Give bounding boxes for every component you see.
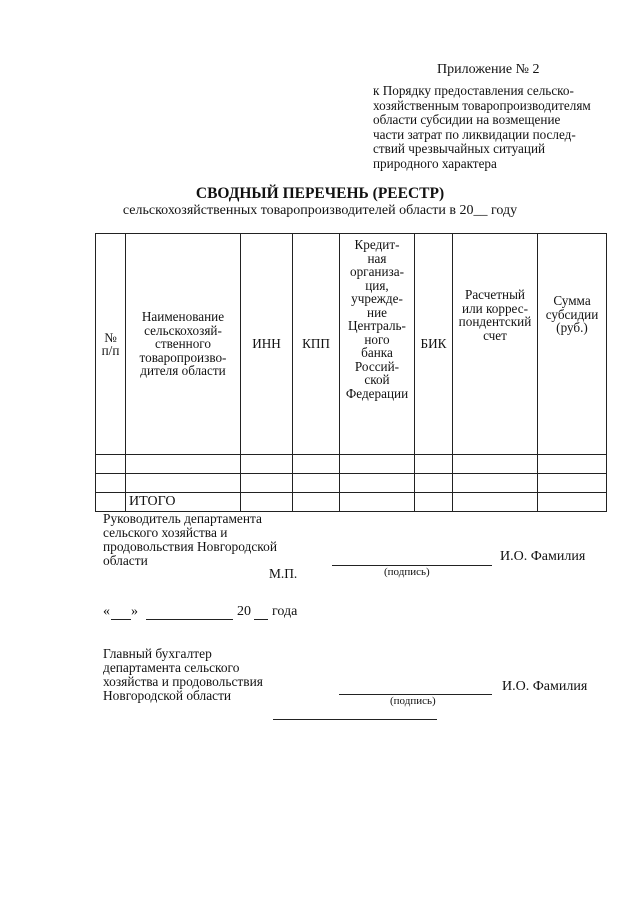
appendix-line: части затрат по ликвидации послед- bbox=[373, 126, 576, 142]
table-total-row bbox=[96, 493, 607, 512]
date-year-suffix: года bbox=[272, 604, 298, 619]
appendix-line: области субсидии на возмещение bbox=[373, 112, 561, 127]
column-header-subsidy: Сумма субсидии (руб.) bbox=[538, 234, 607, 455]
date-day-line bbox=[111, 619, 131, 620]
column-header-kpp: КПП bbox=[293, 234, 340, 455]
accountant-signature-caption: (подпись) bbox=[390, 695, 436, 707]
date-open-quote: « bbox=[103, 604, 110, 619]
total-label: ИТОГО bbox=[126, 493, 241, 512]
appendix-line: природного характера bbox=[373, 155, 497, 171]
column-header-bik: БИК bbox=[415, 234, 453, 455]
table-row bbox=[96, 455, 607, 474]
head-name: И.О. Фамилия bbox=[500, 549, 586, 564]
document-title: СВОДНЫЙ ПЕРЕЧЕНЬ (РЕЕСТР) bbox=[195, 185, 445, 202]
appendix-line: к Порядку предоставления сельско- bbox=[373, 83, 574, 98]
table-header-row bbox=[96, 234, 607, 455]
head-signature-title: Руководитель департамента сельского хозяйства и продовольствия Новгородской области bbox=[103, 511, 277, 568]
document-subtitle: сельскохозяйственных товаропроизводителей области в 20__ году bbox=[122, 203, 518, 218]
column-header-inn: ИНН bbox=[241, 234, 293, 455]
appendix-description bbox=[373, 84, 613, 171]
appendix-line: хозяйственным товаропроизводителям bbox=[373, 97, 591, 113]
appendix-line: ствий чрезвычайных ситуаций bbox=[373, 141, 546, 156]
column-header-number: № п/п bbox=[96, 234, 126, 455]
date-close-quote: » bbox=[131, 604, 138, 619]
column-header-credit-organization: Кредит- ная организа- ция, учрежде- ние Централь- ного банка Россий- ской Федерации bbox=[340, 234, 415, 455]
accountant-name: И.О. Фамилия bbox=[502, 679, 588, 694]
bottom-rule bbox=[273, 719, 437, 720]
registry-table bbox=[95, 233, 607, 512]
table-row bbox=[96, 474, 607, 493]
date-month-line bbox=[146, 619, 233, 620]
stamp-label: М.П. bbox=[269, 566, 298, 581]
date-year-prefix: 20 bbox=[237, 604, 251, 619]
accountant-signature-title: Главный бухгалтер департамента сельского хозяйства и продовольствия Новгородской области bbox=[103, 646, 263, 703]
head-signature-caption: (подпись) bbox=[384, 566, 430, 578]
column-header-name: Наименование сельскохозяй- ственного товаропроизво- дителя области bbox=[126, 234, 241, 455]
column-header-account: Расчетный или коррес- пондентский счет bbox=[453, 234, 538, 455]
appendix-title: Приложение № 2 bbox=[437, 62, 540, 77]
date-year-line bbox=[254, 619, 268, 620]
